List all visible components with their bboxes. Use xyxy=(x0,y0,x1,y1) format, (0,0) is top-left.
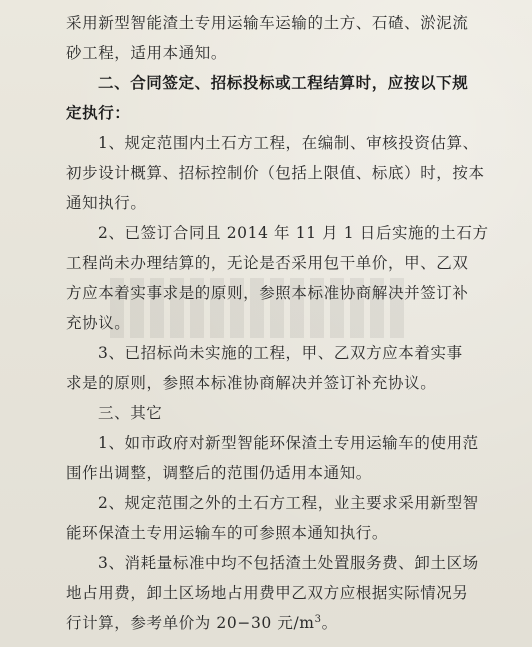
text-line xyxy=(66,38,498,68)
text-line xyxy=(66,308,498,338)
text-line-content: 3、已招标尚未实施的工程，甲、乙双方应本着实事 xyxy=(98,344,463,362)
text-line xyxy=(66,518,498,548)
text-line xyxy=(66,68,498,98)
text-line xyxy=(66,578,498,608)
superscript: 3 xyxy=(314,613,322,625)
text-line xyxy=(66,278,498,308)
text-line xyxy=(66,128,498,158)
text-line-content: 定执行： xyxy=(66,103,131,122)
text-line-content: 1、规定范围内土石方工程，在编制、审核投资估算、 xyxy=(98,134,479,152)
text-line xyxy=(66,188,498,218)
text-line xyxy=(66,548,498,578)
text-line xyxy=(66,428,498,458)
text-line-content: 行计算，参考单价为 20−30 元/m xyxy=(66,614,315,632)
text-line xyxy=(66,458,498,488)
text-line-content: 求是的原则，参照本标准协商解决并签订补充协议。 xyxy=(66,374,437,392)
text-line-content: 砂工程，适用本通知。 xyxy=(66,44,228,62)
text-line-tail: 。 xyxy=(321,614,338,632)
text-line-content: 2、规定范围之外的土石方工程，业主要求采用新型智 xyxy=(98,494,479,512)
text-line xyxy=(66,218,498,248)
text-line xyxy=(66,488,498,518)
text-line xyxy=(66,338,498,368)
text-line-content: 3、消耗量标准中均不包括渣土处置服务费、卸土区场 xyxy=(98,554,479,572)
text-line-content: 围作出调整，调整后的范围仍适用本通知。 xyxy=(66,464,372,482)
text-line xyxy=(66,98,498,128)
text-line xyxy=(66,398,498,428)
text-line xyxy=(66,158,498,188)
text-line-content: 初步设计概算、招标控制价（包括上限值、标底）时，按本 xyxy=(66,164,485,182)
text-line-content: 充协议。 xyxy=(66,314,131,332)
text-line-content: 三、其它 xyxy=(98,404,163,422)
text-line-content: 能环保渣土专用运输车的可参照本通知执行。 xyxy=(66,524,389,542)
text-line xyxy=(66,608,498,638)
text-line xyxy=(66,248,498,278)
text-line-content: 二、合同签定、招标投标或工程结算时，应按以下规 xyxy=(98,73,469,92)
text-line xyxy=(66,8,498,38)
text-line-content: 2、已签订合同且 2014 年 11 月 1 日后实施的土石方 xyxy=(98,224,489,242)
document-body xyxy=(66,8,498,638)
text-line-content: 工程尚未办理结算的，无论是否采用包干单价，甲、乙双 xyxy=(66,254,469,272)
text-line-content: 地占用费，卸土区场地占用费甲乙双方应根据实际情况另 xyxy=(66,584,469,602)
text-line-content: 通知执行。 xyxy=(66,194,147,212)
text-line xyxy=(66,368,498,398)
text-line-content: 方应本着实事求是的原则，参照本标准协商解决并签订补 xyxy=(66,284,469,302)
text-line-content: 1、如市政府对新型智能环保渣土专用运输车的使用范 xyxy=(98,434,479,452)
text-line-content: 采用新型智能渣土专用运输车运输的土方、石碴、淤泥流 xyxy=(66,14,469,32)
